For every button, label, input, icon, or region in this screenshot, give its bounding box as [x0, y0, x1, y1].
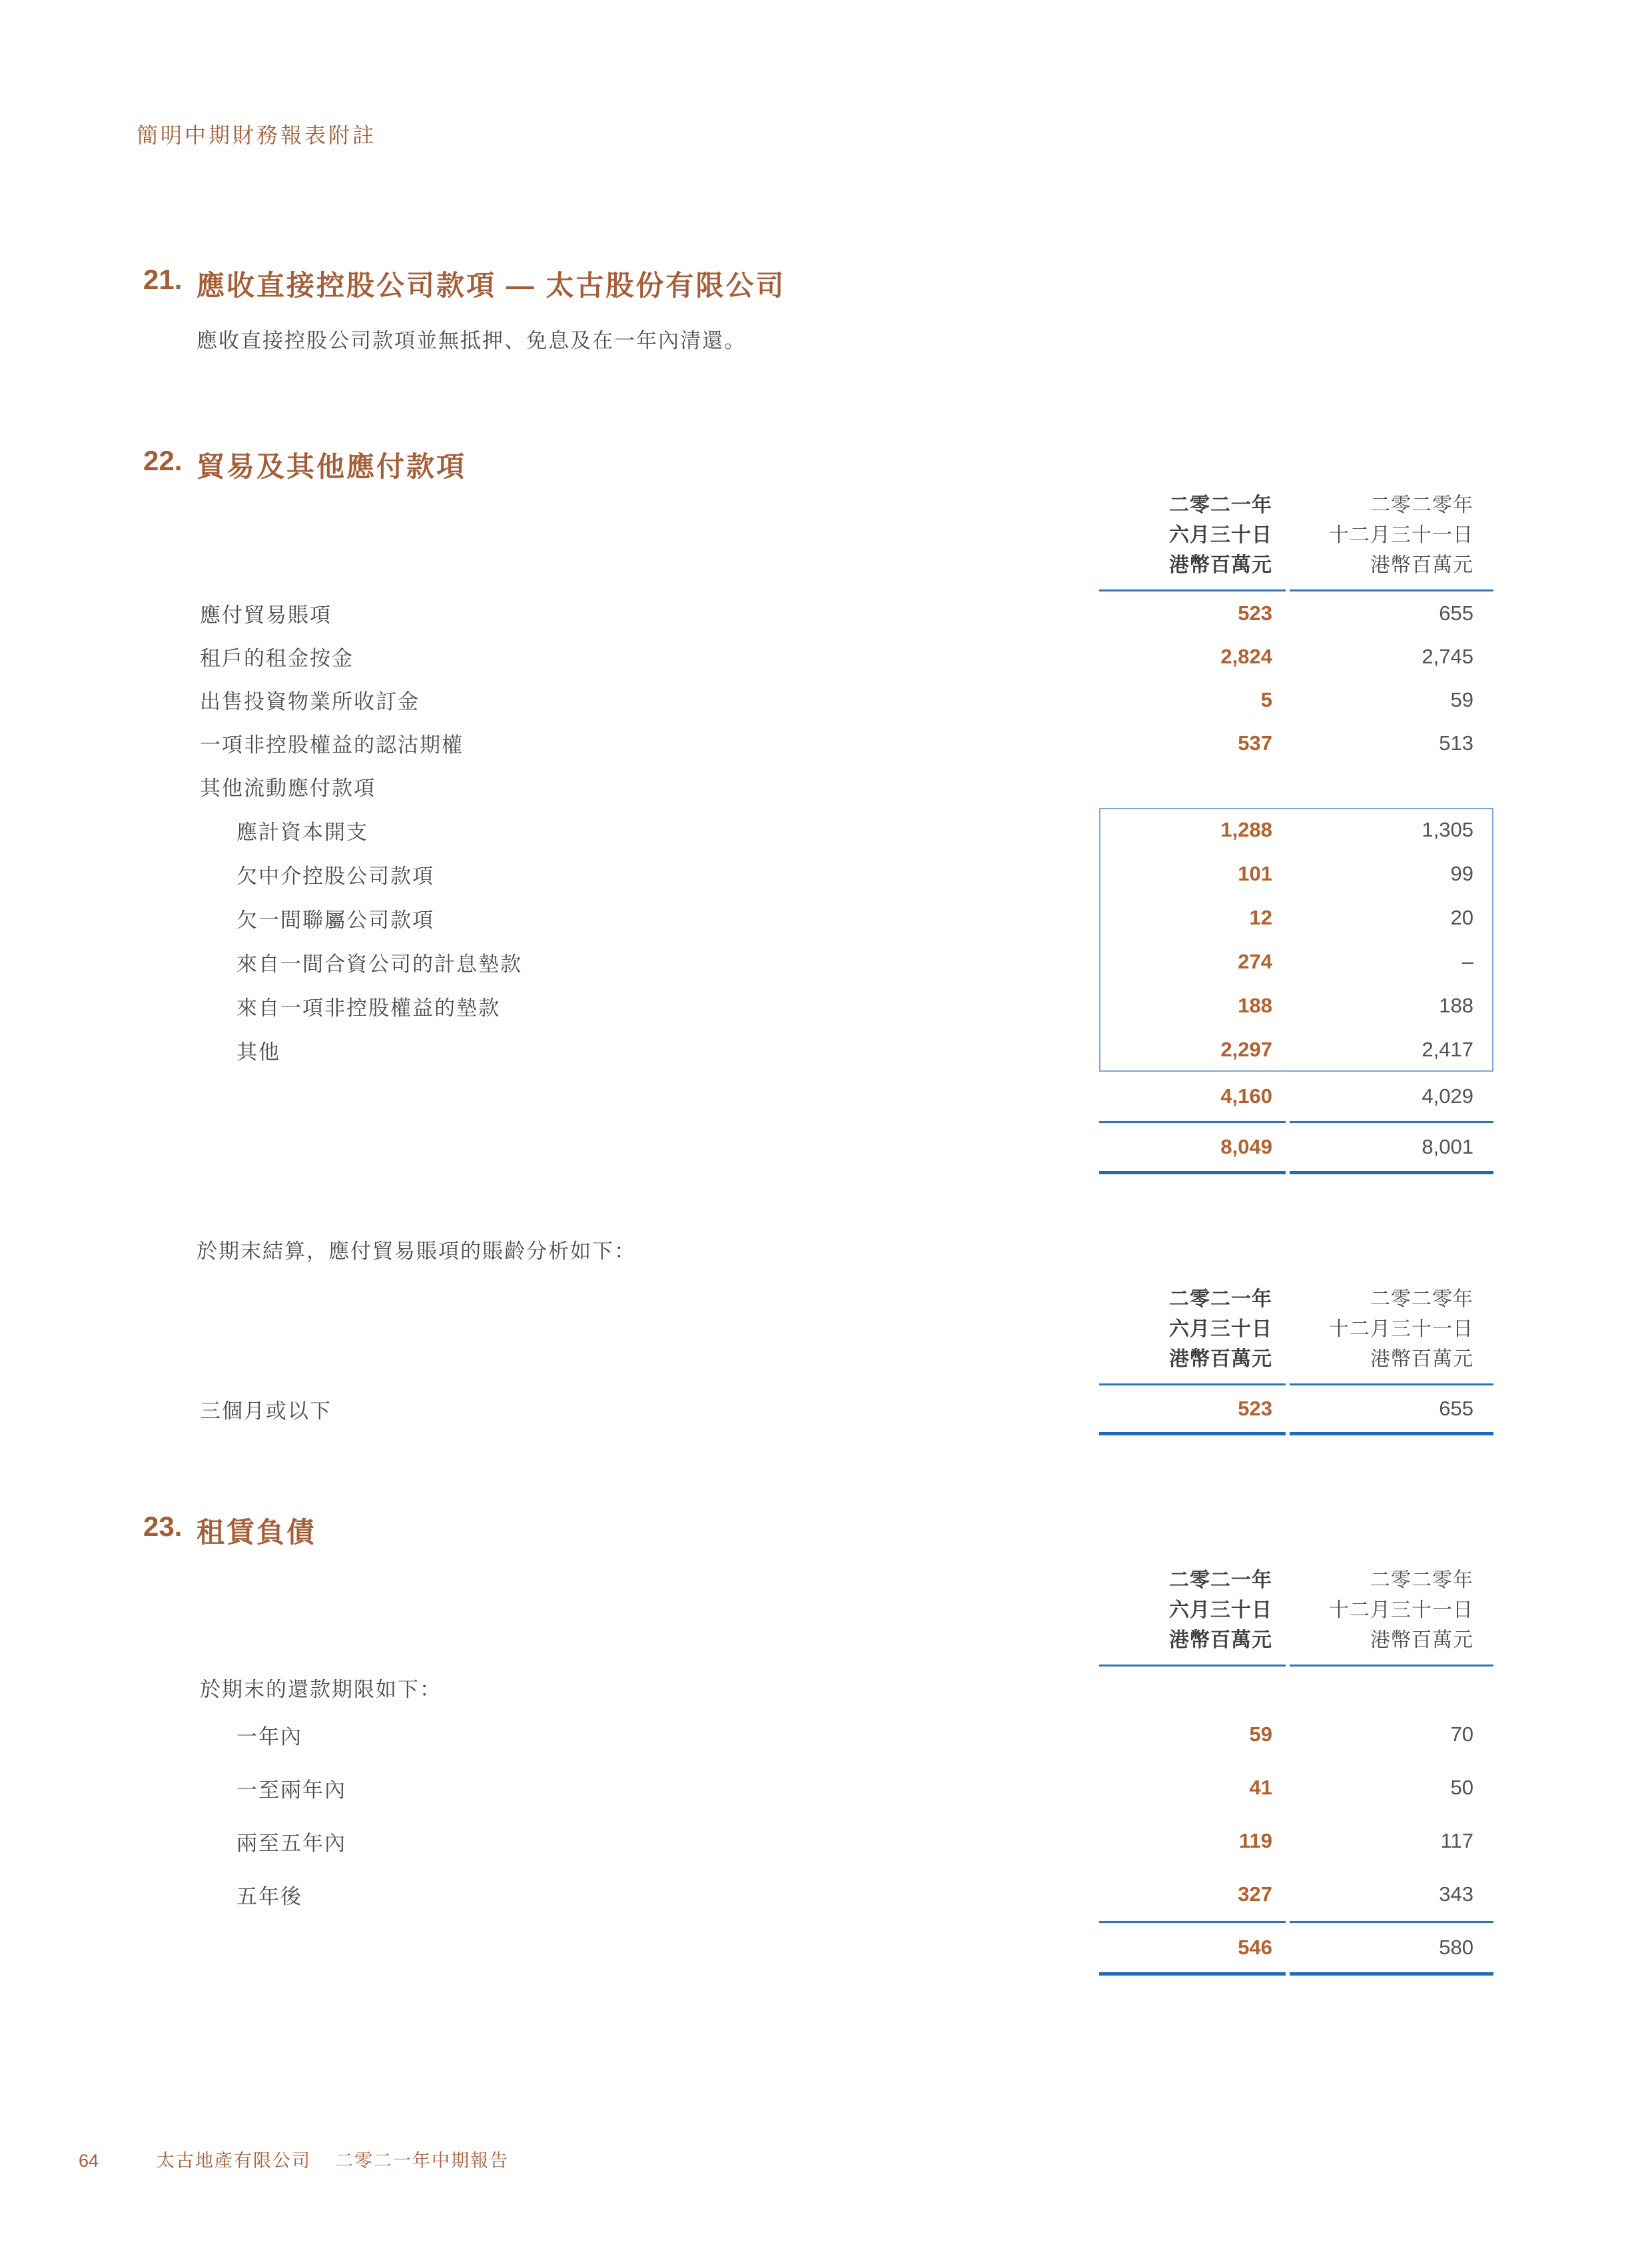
col-2021-year: 二零二一年: [1169, 1569, 1272, 1591]
value-2020: 2,417: [1422, 1038, 1473, 1061]
value-2021: 59: [1249, 1722, 1272, 1746]
col-2020-year: 二零二零年: [1370, 1288, 1473, 1310]
row-label: 其他流動應付款項: [200, 777, 376, 800]
section-21-paragraph: 應收直接控股公司款項並無抵押、免息及在一年內清還。: [197, 329, 746, 352]
col-2020-year: 二零二零年: [1370, 1569, 1473, 1591]
value-2020: 50: [1450, 1776, 1473, 1799]
table-bottom-rule: [1099, 1972, 1493, 1976]
value-2020: 99: [1450, 862, 1473, 885]
col-2020-date: 十二月三十一日: [1329, 1318, 1473, 1340]
row-label: 來自一項非控股權益的墊款: [236, 996, 500, 1020]
table-row: [200, 635, 1493, 678]
value-2021: 327: [1238, 1882, 1272, 1906]
column-header-2020: [1290, 490, 1493, 580]
row-label: 欠一間聯屬公司款項: [236, 908, 434, 932]
table-row: [200, 1814, 1493, 1868]
table-bottom-rule: [1099, 1171, 1493, 1174]
value-2020: 188: [1439, 994, 1473, 1017]
table-header: [200, 490, 1493, 580]
row-label: 其他: [236, 1040, 280, 1064]
row-label: 兩至五年內: [236, 1831, 346, 1855]
table-header: [200, 1565, 1493, 1655]
table-row: [200, 1708, 1493, 1761]
row-label: 五年後: [236, 1884, 302, 1908]
subtotal-rule: [1099, 1121, 1493, 1123]
value-2020: 513: [1439, 731, 1473, 755]
section-21-heading: [143, 264, 785, 304]
row-label: 一至兩年內: [236, 1778, 346, 1802]
table-header-rule: [1099, 589, 1493, 591]
subtotal-2020: 4,029: [1422, 1084, 1473, 1108]
section-21-title: 應收直接控股公司款項 — 太古股份有限公司: [197, 270, 786, 301]
value-2021: 2,297: [1220, 1038, 1272, 1061]
boxed-subrows-group: [200, 808, 1493, 1072]
payables-table: [200, 490, 1493, 1174]
table-row: [200, 1028, 1493, 1072]
col-2020-unit: 港幣百萬元: [1370, 1629, 1473, 1651]
total-row: [200, 1123, 1493, 1171]
row-label: 一年內: [236, 1724, 302, 1748]
table-intro-row: [200, 1667, 1493, 1708]
table-row: [200, 1868, 1493, 1921]
table-header-rule: [1099, 1383, 1493, 1385]
value-2021: 523: [1238, 1397, 1272, 1420]
col-2020-unit: 港幣百萬元: [1370, 554, 1473, 576]
table-bottom-rule: [1099, 1432, 1493, 1435]
col-2021-unit: 港幣百萬元: [1169, 1348, 1272, 1370]
value-2020: 20: [1450, 906, 1473, 929]
table-row: [200, 721, 1493, 765]
table-header: [200, 1284, 1493, 1374]
table-row: [200, 808, 1493, 852]
table-row: [200, 852, 1493, 896]
col-2021-year: 二零二一年: [1169, 494, 1272, 516]
value-2021: 2,824: [1220, 644, 1272, 668]
column-header-2021: [1099, 1565, 1290, 1655]
footer-report-title: 二零二一年中期報告: [335, 2151, 509, 2171]
page-header-title: 簡明中期財務報表附註: [137, 123, 377, 147]
table-row: [200, 591, 1493, 635]
column-header-2021: [1099, 490, 1290, 580]
value-2020: 2,745: [1422, 644, 1473, 668]
footer-company: 太古地產有限公司: [157, 2151, 311, 2171]
value-2021: 41: [1249, 1776, 1272, 1799]
subtotal-2021: 4,160: [1220, 1084, 1272, 1108]
col-2020-unit: 港幣百萬元: [1370, 1348, 1473, 1370]
value-2021: 12: [1249, 906, 1272, 929]
value-2020: 343: [1439, 1882, 1473, 1906]
aging-table: [200, 1284, 1493, 1435]
row-label: 一項非控股權益的認沽期權: [200, 733, 464, 757]
total-2020: 8,001: [1422, 1135, 1473, 1158]
total-2021: 8,049: [1220, 1135, 1272, 1158]
total-2021: 546: [1238, 1936, 1272, 1959]
row-label: 應付貿易賬項: [200, 603, 332, 627]
lease-liabilities-table: [200, 1565, 1493, 1976]
row-label: 來自一間合資公司的計息墊款: [236, 952, 522, 976]
section-22-number: 22.: [143, 445, 183, 476]
col-2021-date: 六月三十日: [1169, 1599, 1272, 1621]
value-2021: 1,288: [1220, 818, 1272, 841]
value-2020: 655: [1439, 1397, 1473, 1420]
table-row: [200, 678, 1493, 721]
subtotal-row: [200, 1072, 1493, 1121]
value-2021: 523: [1238, 601, 1272, 625]
column-header-2020: [1290, 1565, 1493, 1655]
value-2020: 59: [1450, 687, 1473, 711]
table-row: [200, 1385, 1493, 1432]
section-23-title: 租賃負債: [197, 1517, 317, 1548]
table-row: [200, 896, 1493, 940]
row-label: 應計資本開支: [236, 820, 368, 844]
col-2021-date: 六月三十日: [1169, 1318, 1272, 1340]
value-2021: 274: [1238, 950, 1272, 973]
value-2021: 5: [1260, 687, 1272, 711]
subtotal-rule: [1099, 1921, 1493, 1923]
col-2020-date: 十二月三十一日: [1329, 524, 1473, 546]
value-2021: 119: [1238, 1829, 1272, 1852]
table-row: [200, 940, 1493, 984]
value-2020: 117: [1440, 1829, 1473, 1852]
total-2020: 580: [1439, 1936, 1473, 1959]
col-2020-year: 二零二零年: [1370, 494, 1473, 516]
table-row: [200, 984, 1493, 1028]
value-2020: –: [1461, 950, 1473, 973]
aging-analysis-note: 於期末結算，應付貿易賬項的賬齡分析如下：: [197, 1240, 636, 1263]
table-row: [200, 1761, 1493, 1814]
row-label: 租戶的租金按金: [200, 647, 354, 670]
col-2021-unit: 港幣百萬元: [1169, 1629, 1272, 1651]
page-number: 64: [79, 2151, 99, 2171]
section-23-number: 23.: [143, 1511, 183, 1542]
section-22-heading: [143, 445, 466, 485]
total-row: [200, 1923, 1493, 1972]
table-row: [200, 765, 1493, 808]
col-2021-unit: 港幣百萬元: [1169, 554, 1272, 576]
value-2020: 1,305: [1422, 818, 1473, 841]
page-footer: [79, 2146, 509, 2172]
value-2020: 70: [1450, 1722, 1473, 1746]
column-header-2021: [1099, 1284, 1290, 1374]
section-21-number: 21.: [143, 264, 183, 295]
row-label: 欠中介控股公司款項: [236, 864, 434, 888]
value-2021: 188: [1238, 994, 1272, 1017]
col-2021-date: 六月三十日: [1169, 524, 1272, 546]
col-2021-year: 二零二一年: [1169, 1288, 1272, 1310]
column-header-2020: [1290, 1284, 1493, 1374]
value-2021: 101: [1238, 862, 1272, 885]
value-2021: 537: [1238, 731, 1272, 755]
section-22-title: 貿易及其他應付款項: [197, 451, 467, 482]
col-2020-date: 十二月三十一日: [1329, 1599, 1473, 1621]
table-header-rule: [1099, 1665, 1493, 1667]
value-2020: 655: [1439, 601, 1473, 625]
row-label: 三個月或以下: [200, 1399, 332, 1423]
section-23-heading: [143, 1511, 316, 1551]
row-label: 於期末的還款期限如下：: [200, 1677, 442, 1701]
row-label: 出售投資物業所收訂金: [200, 690, 420, 713]
